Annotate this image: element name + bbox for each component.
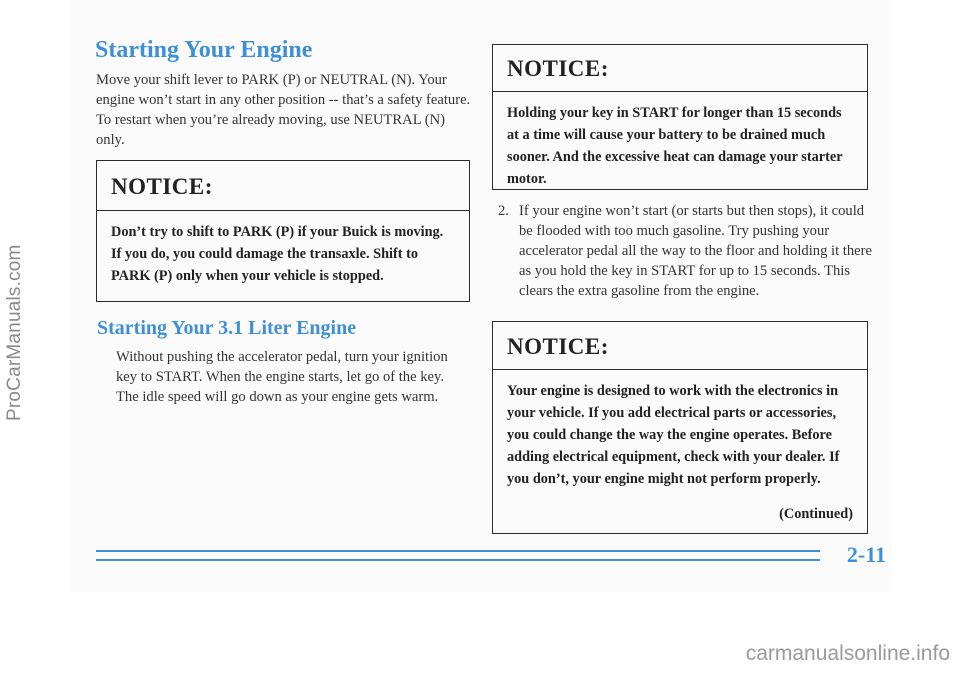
step-text: If your engine won’t start (or starts but then stops), it could be flooded with too much gasoline. Try pushing your accelerator pedal all the way to the floor and holding it there as you hold the key in START for up to 15 seconds. This clears the extra gasoline from the engine. xyxy=(519,203,872,299)
step-2-item xyxy=(498,201,874,301)
notice-heading: NOTICE: xyxy=(493,45,867,92)
section-title-3-1-liter: Starting Your 3.1 Liter Engine xyxy=(97,317,357,339)
bottom-watermark: carmanualsonline.info xyxy=(745,642,950,665)
step-number: 2. xyxy=(498,203,509,219)
notice-box-electronics xyxy=(492,321,868,534)
footer-rule-bottom xyxy=(96,559,820,561)
notice-box-key-start xyxy=(492,44,868,190)
section-title-starting-engine: Starting Your Engine xyxy=(95,37,313,63)
continued-label: (Continued) xyxy=(779,506,853,522)
notice-heading: NOTICE: xyxy=(493,322,867,370)
notice-body: Don’t try to shift to PARK (P) if your Buick is moving. If you do, you could damage the transaxle. Shift to PARK (P) only when your vehicle is stopped. xyxy=(111,224,444,284)
page-number: 2-11 xyxy=(846,542,886,567)
notice-body: Holding your key in START for longer than 15 seconds at a time will cause your battery to be drained much sooner. And the excessive heat can damage your starter motor. xyxy=(507,105,843,187)
notice-box-shift-park xyxy=(96,160,470,302)
step-1-paragraph: Without pushing the accelerator pedal, turn your ignition key to START. When the engine starts, let go of the key. The idle speed will go down as your engine gets warm. xyxy=(116,349,448,405)
side-watermark: ProCarManuals.com xyxy=(4,244,25,422)
footer-rule-top xyxy=(96,550,820,552)
notice-body: Your engine is designed to work with the electronics in your vehicle. If you add electrical parts or accessories, you could change the way the engine operates. Before adding electrical equipment, check with your dealer. If you don’t, your engine might not perform properly. xyxy=(507,383,840,487)
notice-heading: NOTICE: xyxy=(97,161,469,211)
intro-paragraph: Move your shift lever to PARK (P) or NEUTRAL (N). Your engine won’t start in any other position -- that’s a safety feature. To restart when you’re already moving, use NEUTRAL (N) only. xyxy=(96,72,471,148)
